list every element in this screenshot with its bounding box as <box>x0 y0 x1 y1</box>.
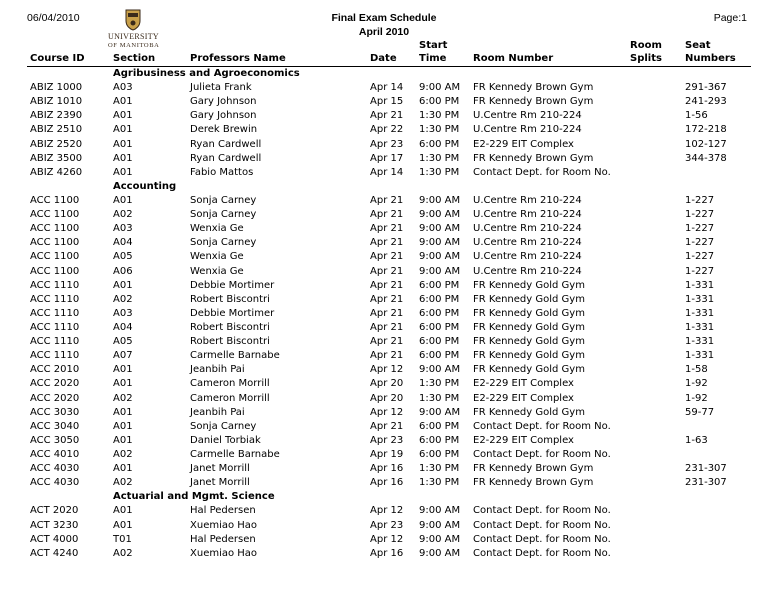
date-cell: Apr 21 <box>370 279 404 291</box>
section-cell: A03 <box>113 82 133 94</box>
section-cell: A01 <box>113 96 133 108</box>
date-cell: Apr 16 <box>370 477 404 489</box>
seat-numbers-cell: 1-227 <box>685 223 715 235</box>
department-name: Agribusiness and Agroeconomics <box>113 68 300 79</box>
room-number-cell: U.Centre Rm 210-224 <box>473 124 582 136</box>
section-cell: A04 <box>113 237 133 249</box>
column-header-date: Date <box>370 53 397 64</box>
course-id-cell: ACC 1110 <box>30 293 80 305</box>
professor-cell: Janet Morrill <box>190 463 250 475</box>
section-cell: A04 <box>113 321 133 333</box>
room-number-cell: FR Kennedy Gold Gym <box>473 336 585 348</box>
date-cell: Apr 16 <box>370 463 404 475</box>
seat-numbers-cell: 1-227 <box>685 251 715 263</box>
seat-numbers-cell: 1-331 <box>685 307 715 319</box>
professor-cell: Fabio Mattos <box>190 166 254 178</box>
start-time-cell: 6:00 PM <box>419 307 460 319</box>
course-id-cell: ACC 1110 <box>30 307 80 319</box>
start-time-cell: 6:00 PM <box>419 279 460 291</box>
date-cell: Apr 14 <box>370 166 404 178</box>
course-id-cell: ACC 1100 <box>30 223 80 235</box>
professor-cell: Debbie Mortimer <box>190 279 275 291</box>
course-id-cell: ACC 4030 <box>30 477 80 489</box>
professor-cell: Xuemiao Hao <box>190 519 258 531</box>
professor-cell: Robert Biscontri <box>190 336 270 348</box>
table-row <box>0 434 768 448</box>
section-cell: A02 <box>113 477 133 489</box>
report-date: 06/04/2010 <box>27 12 80 24</box>
date-cell: Apr 21 <box>370 251 404 263</box>
seat-numbers-cell: 1-92 <box>685 392 708 404</box>
professor-cell: Robert Biscontri <box>190 293 270 305</box>
start-time-cell: 6:00 PM <box>419 336 460 348</box>
seat-numbers-cell: 102-127 <box>685 138 727 150</box>
professor-cell: Cameron Morrill <box>190 392 270 404</box>
section-cell: A07 <box>113 350 133 362</box>
section-cell: A01 <box>113 406 133 418</box>
date-cell: Apr 12 <box>370 505 404 517</box>
seat-numbers-cell: 344-378 <box>685 152 727 164</box>
section-cell: A01 <box>113 463 133 475</box>
start-time-cell: 1:30 PM <box>419 392 460 404</box>
start-time-cell: 9:00 AM <box>419 82 461 94</box>
professor-cell: Sonja Carney <box>190 194 257 206</box>
room-number-cell: U.Centre Rm 210-224 <box>473 237 582 249</box>
report-subtitle: April 2010 <box>358 26 410 38</box>
professor-cell: Wenxia Ge <box>190 251 244 263</box>
start-time-cell: 6:00 PM <box>419 448 460 460</box>
start-time-cell: 1:30 PM <box>419 166 460 178</box>
table-row <box>0 519 768 533</box>
start-time-cell: 9:00 AM <box>419 194 461 206</box>
seat-numbers-cell: 172-218 <box>685 124 727 136</box>
start-time-cell: 1:30 PM <box>419 378 460 390</box>
professor-cell: Carmelle Barnabe <box>190 350 280 362</box>
section-cell: A01 <box>113 378 133 390</box>
table-row <box>0 109 768 123</box>
date-cell: Apr 20 <box>370 378 404 390</box>
section-cell: A02 <box>113 448 133 460</box>
department-heading <box>0 180 768 194</box>
room-number-cell: FR Kennedy Brown Gym <box>473 82 594 94</box>
course-id-cell: ABIZ 1010 <box>30 96 83 108</box>
room-number-cell: Contact Dept. for Room No. <box>473 519 611 531</box>
date-cell: Apr 21 <box>370 237 404 249</box>
start-time-cell: 9:00 AM <box>419 533 461 545</box>
column-header-room-top: Room <box>630 40 662 51</box>
professor-cell: Wenxia Ge <box>190 265 244 277</box>
table-row <box>0 138 768 152</box>
table-row <box>0 392 768 406</box>
room-number-cell: U.Centre Rm 210-224 <box>473 223 582 235</box>
table-row <box>0 533 768 547</box>
course-id-cell: ACC 1100 <box>30 209 80 221</box>
column-header-start: Start <box>419 40 448 51</box>
professor-cell: Xuemiao Hao <box>190 547 258 559</box>
section-cell: A01 <box>113 110 133 122</box>
professor-cell: Sonja Carney <box>190 420 257 432</box>
professor-cell: Jeanbih Pai <box>190 406 245 418</box>
date-cell: Apr 16 <box>370 547 404 559</box>
table-row <box>0 307 768 321</box>
section-cell: A02 <box>113 392 133 404</box>
section-cell: A03 <box>113 223 133 235</box>
room-number-cell: Contact Dept. for Room No. <box>473 420 611 432</box>
seat-numbers-cell: 1-331 <box>685 350 715 362</box>
table-row <box>0 448 768 462</box>
section-cell: A01 <box>113 434 133 446</box>
date-cell: Apr 22 <box>370 124 404 136</box>
section-cell: A01 <box>113 138 133 150</box>
date-cell: Apr 23 <box>370 519 404 531</box>
section-cell: A01 <box>113 124 133 136</box>
professor-cell: Julieta Frank <box>190 82 252 94</box>
table-row <box>0 504 768 518</box>
section-cell: A02 <box>113 293 133 305</box>
column-header-time: Time <box>419 53 447 64</box>
section-cell: A02 <box>113 547 133 559</box>
start-time-cell: 9:00 AM <box>419 505 461 517</box>
date-cell: Apr 23 <box>370 434 404 446</box>
start-time-cell: 9:00 AM <box>419 364 461 376</box>
room-number-cell: FR Kennedy Gold Gym <box>473 350 585 362</box>
course-id-cell: ACC 2010 <box>30 364 80 376</box>
column-header-course: Course ID <box>30 53 85 64</box>
professor-cell: Ryan Cardwell <box>190 138 262 150</box>
course-id-cell: ABIZ 2510 <box>30 124 83 136</box>
room-number-cell: FR Kennedy Brown Gym <box>473 463 594 475</box>
section-cell: A02 <box>113 209 133 221</box>
room-number-cell: Contact Dept. for Room No. <box>473 533 611 545</box>
table-row <box>0 462 768 476</box>
table-row <box>0 293 768 307</box>
column-header-professor: Professors Name <box>190 53 286 64</box>
section-cell: A01 <box>113 194 133 206</box>
room-number-cell: U.Centre Rm 210-224 <box>473 209 582 221</box>
course-id-cell: ACT 4000 <box>30 533 79 545</box>
seat-numbers-cell: 1-331 <box>685 279 715 291</box>
professor-cell: Daniel Torbiak <box>190 434 261 446</box>
room-number-cell: FR Kennedy Gold Gym <box>473 307 585 319</box>
room-number-cell: FR Kennedy Gold Gym <box>473 364 585 376</box>
course-id-cell: ACC 1110 <box>30 321 80 333</box>
column-header-room: Room Number <box>473 53 554 64</box>
course-id-cell: ABIZ 3500 <box>30 152 83 164</box>
date-cell: Apr 15 <box>370 96 404 108</box>
professor-cell: Sonja Carney <box>190 237 257 249</box>
professor-cell: Debbie Mortimer <box>190 307 275 319</box>
start-time-cell: 9:00 AM <box>419 223 461 235</box>
date-cell: Apr 21 <box>370 265 404 277</box>
room-number-cell: E2-229 EIT Complex <box>473 434 574 446</box>
schedule-table <box>0 67 768 561</box>
course-id-cell: ACT 3230 <box>30 519 79 531</box>
course-id-cell: ACC 2020 <box>30 378 80 390</box>
table-row <box>0 222 768 236</box>
course-id-cell: ABIZ 2390 <box>30 110 83 122</box>
seat-numbers-cell: 1-331 <box>685 336 715 348</box>
start-time-cell: 6:00 PM <box>419 293 460 305</box>
table-row <box>0 420 768 434</box>
table-row <box>0 265 768 279</box>
section-cell: A06 <box>113 265 133 277</box>
professor-cell: Ryan Cardwell <box>190 152 262 164</box>
room-number-cell: E2-229 EIT Complex <box>473 378 574 390</box>
table-row <box>0 476 768 490</box>
room-number-cell: E2-229 EIT Complex <box>473 138 574 150</box>
start-time-cell: 1:30 PM <box>419 110 460 122</box>
course-id-cell: ACT 4240 <box>30 547 79 559</box>
start-time-cell: 9:00 AM <box>419 265 461 277</box>
professor-cell: Gary Johnson <box>190 110 257 122</box>
section-cell: A01 <box>113 420 133 432</box>
column-header-splits: Splits <box>630 53 662 64</box>
date-cell: Apr 21 <box>370 420 404 432</box>
department-name: Accounting <box>113 180 177 192</box>
seat-numbers-cell: 59-77 <box>685 406 715 418</box>
section-cell: A03 <box>113 307 133 319</box>
professor-cell: Gary Johnson <box>190 96 257 108</box>
date-cell: Apr 12 <box>370 364 404 376</box>
start-time-cell: 1:30 PM <box>419 463 460 475</box>
table-row <box>0 236 768 250</box>
seat-numbers-cell: 1-331 <box>685 293 715 305</box>
start-time-cell: 6:00 PM <box>419 420 460 432</box>
course-id-cell: ACC 3030 <box>30 406 80 418</box>
table-row <box>0 377 768 391</box>
column-header-seat: Seat <box>685 40 711 51</box>
course-id-cell: ABIZ 4260 <box>30 166 83 178</box>
room-number-cell: U.Centre Rm 210-224 <box>473 194 582 206</box>
section-cell: T01 <box>113 533 132 545</box>
start-time-cell: 1:30 PM <box>419 152 460 164</box>
section-cell: A01 <box>113 519 133 531</box>
professor-cell: Robert Biscontri <box>190 321 270 333</box>
section-cell: A05 <box>113 251 133 263</box>
table-row <box>0 279 768 293</box>
course-id-cell: ACT 2020 <box>30 505 79 517</box>
seat-numbers-cell: 231-307 <box>685 463 727 475</box>
course-id-cell: ACC 3050 <box>30 434 80 446</box>
date-cell: Apr 12 <box>370 406 404 418</box>
start-time-cell: 6:00 PM <box>419 96 460 108</box>
course-id-cell: ACC 4030 <box>30 463 80 475</box>
table-row <box>0 152 768 166</box>
date-cell: Apr 20 <box>370 392 404 404</box>
date-cell: Apr 21 <box>370 293 404 305</box>
date-cell: Apr 14 <box>370 82 404 94</box>
section-cell: A01 <box>113 505 133 517</box>
professor-cell: Cameron Morrill <box>190 378 270 390</box>
crest-icon <box>125 9 141 31</box>
table-row <box>0 194 768 208</box>
room-number-cell: U.Centre Rm 210-224 <box>473 110 582 122</box>
table-row <box>0 95 768 109</box>
column-header-section: Section <box>113 53 156 64</box>
room-number-cell: FR Kennedy Gold Gym <box>473 293 585 305</box>
start-time-cell: 1:30 PM <box>419 124 460 136</box>
professor-cell: Janet Morrill <box>190 477 250 489</box>
date-cell: Apr 17 <box>370 152 404 164</box>
section-cell: A01 <box>113 166 133 178</box>
course-id-cell: ACC 2020 <box>30 392 80 404</box>
seat-numbers-cell: 1-63 <box>685 434 708 446</box>
date-cell: Apr 21 <box>370 223 404 235</box>
start-time-cell: 9:00 AM <box>419 251 461 263</box>
seat-numbers-cell: 1-227 <box>685 265 715 277</box>
logo-manitoba-text: OF MANITOBA <box>108 42 160 49</box>
department-name: Actuarial and Mgmt. Science <box>113 491 275 503</box>
date-cell: Apr 21 <box>370 321 404 333</box>
professor-cell: Derek Brewin <box>190 124 258 136</box>
seat-numbers-cell: 291-367 <box>685 82 727 94</box>
start-time-cell: 9:00 AM <box>419 406 461 418</box>
room-number-cell: Contact Dept. for Room No. <box>473 448 611 460</box>
course-id-cell: ACC 4010 <box>30 448 80 460</box>
start-time-cell: 9:00 AM <box>419 209 461 221</box>
logo-university-text: UNIVERSITY <box>108 32 159 41</box>
page-number: Page:1 <box>713 12 747 24</box>
room-number-cell: FR Kennedy Gold Gym <box>473 321 585 333</box>
start-time-cell: 1:30 PM <box>419 477 460 489</box>
table-row <box>0 208 768 222</box>
date-cell: Apr 21 <box>370 110 404 122</box>
start-time-cell: 6:00 PM <box>419 434 460 446</box>
professor-cell: Hal Pedersen <box>190 533 256 545</box>
section-cell: A01 <box>113 279 133 291</box>
room-number-cell: U.Centre Rm 210-224 <box>473 265 582 277</box>
seat-numbers-cell: 241-293 <box>685 96 727 108</box>
date-cell: Apr 21 <box>370 209 404 221</box>
room-number-cell: E2-229 EIT Complex <box>473 392 574 404</box>
course-id-cell: ACC 1100 <box>30 265 80 277</box>
course-id-cell: ACC 1100 <box>30 251 80 263</box>
room-number-cell: U.Centre Rm 210-224 <box>473 251 582 263</box>
course-id-cell: ACC 1110 <box>30 336 80 348</box>
table-row <box>0 349 768 363</box>
seat-numbers-cell: 1-58 <box>685 364 708 376</box>
table-row <box>0 406 768 420</box>
table-row <box>0 363 768 377</box>
table-row <box>0 547 768 561</box>
date-cell: Apr 21 <box>370 307 404 319</box>
date-cell: Apr 19 <box>370 448 404 460</box>
course-id-cell: ABIZ 2520 <box>30 138 83 150</box>
start-time-cell: 6:00 PM <box>419 350 460 362</box>
date-cell: Apr 23 <box>370 138 404 150</box>
start-time-cell: 9:00 AM <box>419 519 461 531</box>
seat-numbers-cell: 1-227 <box>685 209 715 221</box>
table-row <box>0 250 768 264</box>
university-logo <box>108 9 168 51</box>
room-number-cell: Contact Dept. for Room No. <box>473 166 611 178</box>
section-cell: A01 <box>113 364 133 376</box>
start-time-cell: 9:00 AM <box>419 547 461 559</box>
table-row <box>0 123 768 137</box>
room-number-cell: FR Kennedy Gold Gym <box>473 406 585 418</box>
course-id-cell: ACC 1110 <box>30 279 80 291</box>
table-row <box>0 335 768 349</box>
table-row <box>0 321 768 335</box>
professor-cell: Wenxia Ge <box>190 223 244 235</box>
seat-numbers-cell: 1-227 <box>685 237 715 249</box>
start-time-cell: 6:00 PM <box>419 138 460 150</box>
date-cell: Apr 21 <box>370 194 404 206</box>
professor-cell: Jeanbih Pai <box>190 364 245 376</box>
date-cell: Apr 12 <box>370 533 404 545</box>
course-id-cell: ACC 1110 <box>30 350 80 362</box>
seat-numbers-cell: 1-331 <box>685 321 715 333</box>
start-time-cell: 6:00 PM <box>419 321 460 333</box>
date-cell: Apr 21 <box>370 350 404 362</box>
professor-cell: Carmelle Barnabe <box>190 448 280 460</box>
seat-numbers-cell: 1-227 <box>685 194 715 206</box>
seat-numbers-cell: 1-56 <box>685 110 708 122</box>
room-number-cell: Contact Dept. for Room No. <box>473 547 611 559</box>
department-heading <box>0 490 768 504</box>
report-title: Final Exam Schedule <box>331 12 437 24</box>
table-row <box>0 81 768 95</box>
room-number-cell: FR Kennedy Brown Gym <box>473 152 594 164</box>
course-id-cell: ACC 1100 <box>30 237 80 249</box>
seat-numbers-cell: 1-92 <box>685 378 708 390</box>
department-heading <box>0 67 768 81</box>
course-id-cell: ACC 1100 <box>30 194 80 206</box>
table-row <box>0 166 768 180</box>
start-time-cell: 9:00 AM <box>419 237 461 249</box>
professor-cell: Hal Pedersen <box>190 505 256 517</box>
room-number-cell: FR Kennedy Brown Gym <box>473 477 594 489</box>
section-cell: A05 <box>113 336 133 348</box>
room-number-cell: FR Kennedy Brown Gym <box>473 96 594 108</box>
room-number-cell: FR Kennedy Gold Gym <box>473 279 585 291</box>
course-id-cell: ABIZ 1000 <box>30 82 83 94</box>
section-cell: A01 <box>113 152 133 164</box>
column-header-numbers: Numbers <box>685 53 736 64</box>
date-cell: Apr 21 <box>370 336 404 348</box>
room-number-cell: Contact Dept. for Room No. <box>473 505 611 517</box>
course-id-cell: ACC 3040 <box>30 420 80 432</box>
professor-cell: Sonja Carney <box>190 209 257 221</box>
seat-numbers-cell: 231-307 <box>685 477 727 489</box>
